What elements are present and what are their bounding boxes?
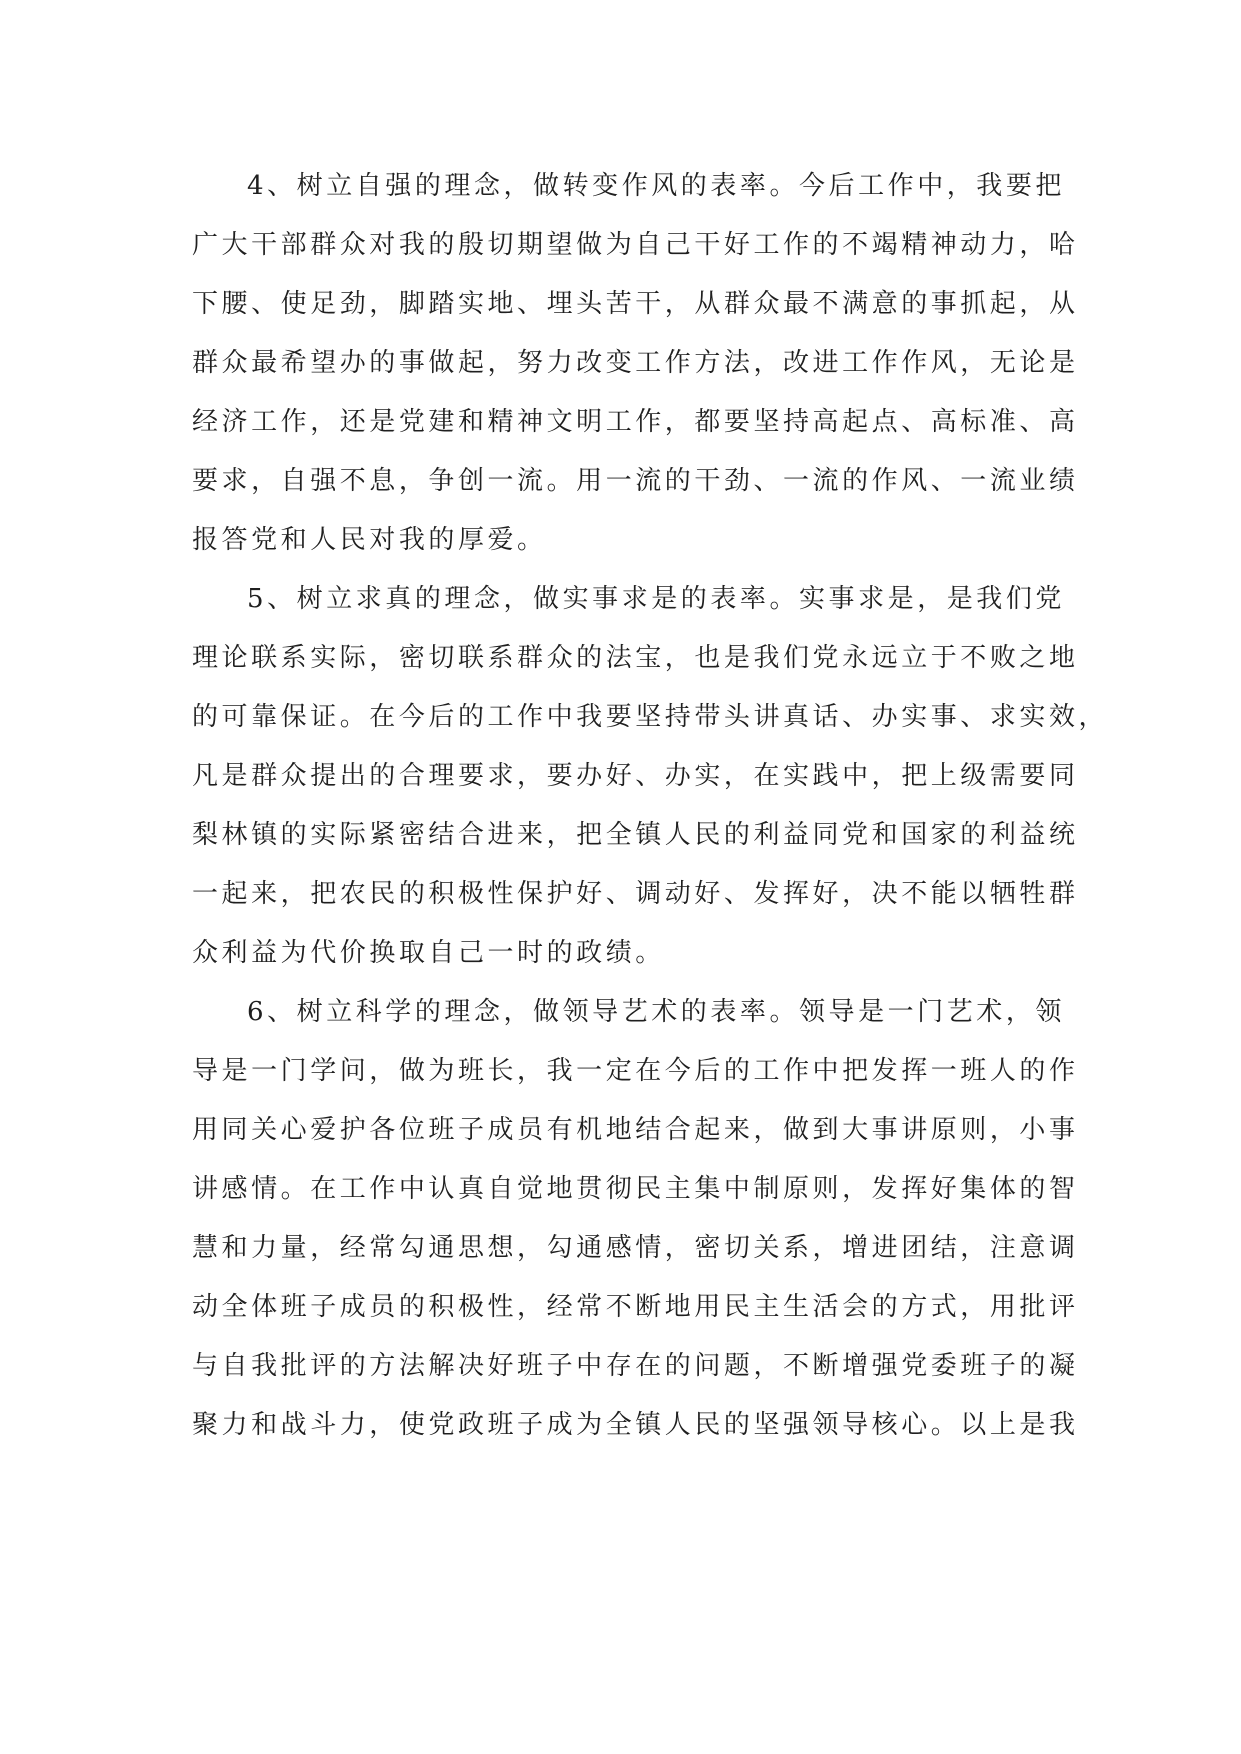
paragraph-line: 广大干部群众对我的殷切期望做为自己干好工作的不竭精神动力，哈 xyxy=(192,230,1079,260)
paragraph-line: 要求，自强不息，争创一流。用一流的干劲、一流的作风、一流业绩 xyxy=(192,466,1079,496)
paragraph-line: 理论联系实际，密切联系群众的法宝，也是我们党永远立于不败之地 xyxy=(192,643,1079,673)
paragraph-first-line: 6、树立科学的理念，做领导艺术的表率。领导是一门艺术，领 xyxy=(247,997,1065,1027)
paragraph-line: 动全体班子成员的积极性，经常不断地用民主生活会的方式，用批评 xyxy=(192,1292,1079,1322)
paragraph-line: 群众最希望办的事做起，努力改变工作方法，改进工作作风，无论是 xyxy=(192,348,1079,378)
paragraph-first-line: 5、树立求真的理念，做实事求是的表率。实事求是，是我们党 xyxy=(247,584,1065,614)
paragraph-line: 梨林镇的实际紧密结合进来，把全镇人民的利益同党和国家的利益统 xyxy=(192,820,1079,850)
paragraph-line: 的可靠保证。在今后的工作中我要坚持带头讲真话、办实事、求实效， xyxy=(192,702,1109,732)
paragraph-line: 讲感情。在工作中认真自觉地贯彻民主集中制原则，发挥好集体的智 xyxy=(192,1174,1079,1204)
document-body xyxy=(192,157,1109,1455)
paragraph-line: 导是一门学问，做为班长，我一定在今后的工作中把发挥一班人的作 xyxy=(192,1056,1079,1086)
paragraph-line: 经济工作，还是党建和精神文明工作，都要坚持高起点、高标准、高 xyxy=(192,407,1079,437)
paragraph-line: 用同关心爱护各位班子成员有机地结合起来，做到大事讲原则，小事 xyxy=(192,1115,1079,1145)
paragraph-line: 报答党和人民对我的厚爱。 xyxy=(192,525,547,555)
paragraph-line: 与自我批评的方法解决好班子中存在的问题，不断增强党委班子的凝 xyxy=(192,1351,1079,1381)
paragraph-line: 一起来，把农民的积极性保护好、调动好、发挥好，决不能以牺牲群 xyxy=(192,879,1079,909)
paragraph-first-line: 4、树立自强的理念，做转变作风的表率。今后工作中，我要把 xyxy=(247,171,1065,201)
paragraph-line: 凡是群众提出的合理要求，要办好、办实，在实践中，把上级需要同 xyxy=(192,761,1079,791)
paragraph-line: 聚力和战斗力，使党政班子成为全镇人民的坚强领导核心。以上是我 xyxy=(192,1410,1079,1440)
paragraph-line: 下腰、使足劲，脚踏实地、埋头苦干，从群众最不满意的事抓起，从 xyxy=(192,289,1079,319)
paragraph-line: 慧和力量，经常勾通思想，勾通感情，密切关系，增进团结，注意调 xyxy=(192,1233,1079,1263)
paragraph-line: 众利益为代价换取自己一时的政绩。 xyxy=(192,938,665,968)
